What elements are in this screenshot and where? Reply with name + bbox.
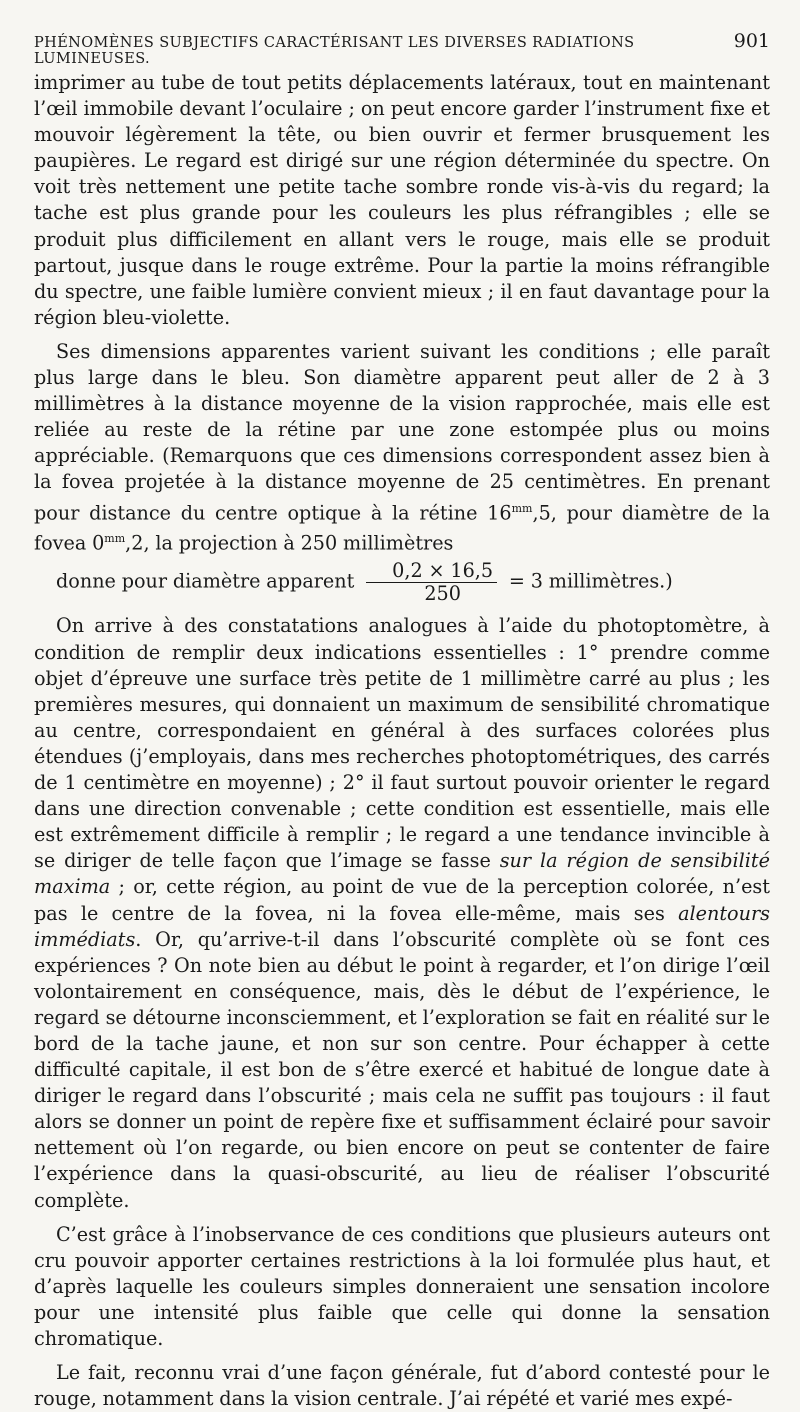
unit-mm-2: mm — [104, 531, 126, 545]
paragraph-3-text-a: On arrive à des constatations analogues à l’aide du photoptomètre, à condition de remplir deux indications essentielles : 1° prendre comme objet d’épreuve une surface très petite de 1 millimètre carré au plus ; les premières mesures, qui donnaient un maximum de sensibilité chromatique au centre, correspondaient en général à des surfaces colorées plus étendues (j’employais, dans mes recherches photoptométriques, des carrés de 1 centimètre en moyenne) ; 2° il faut surtout pouvoir orienter le regard dans une direction convenable ; cette condition est essentielle, mais elle est extrêmement difficile à remplir ; le regard a une tendance invincible à se diriger de telle façon que l’image se fasse — [34, 614, 770, 873]
paragraph-4: C’est grâce à l’inobservance de ces conditions que plusieurs auteurs ont cru pouvoir apporter certaines restrictions à la loi formulée plus haut, et d’après laquelle les couleurs simples donneraient une sensation incolore pour une intensité plus faible que celle qui donne la sensation chromatique. — [34, 1222, 770, 1350]
paragraph-1: imprimer au tube de tout petits déplacements latéraux, tout en maintenant l’œil immobile devant l’oculaire ; on peut encore garder l’instrument fixe et mouvoir légèrement la tête, ou bien ouvrir et fermer brusquement les paupières. Le regard est dirigé sur une région déterminée du spectre. On voit très nettement une petite tache sombre ronde vis-à-vis du regard; la tache est plus grande pour les couleurs les plus réfrangibles ; elle se produit plus difficilement en allant vers le rouge, mais elle se produit partout, jusque dans le rouge extrême. Pour la partie la moins réfrangible du spectre, une faible lumière convient mieux ; il en faut davantage pour la région bleu-violette. — [34, 71, 770, 329]
paragraph-2-text-b: ,5, pour diamètre de la fovea 0 — [34, 500, 771, 555]
header-title: PHÉNOMÈNES SUBJECTIFS CARACTÉRISANT LES DIVERSES RADIATIONS LUMINEUSES. — [34, 35, 635, 67]
paragraph-2-text-c: ,2, la projection à 250 millimètres — [125, 531, 454, 555]
formula-prefix: donne pour diamètre apparent — [56, 569, 355, 593]
formula-line — [34, 560, 770, 605]
unit-mm-1: mm — [511, 501, 533, 515]
paragraph-2-text-a: Ses dimensions apparentes varient suivant les conditions ; elle paraît plus large dans le bleu. Son diamètre apparent peut aller de 2 à 3 millimètres à la distance moyenne de la vision rapprochée, mais elle est reliée au reste de la rétine par une zone estompée plus ou moins appréciable. (Remarquons que ces dimensions correspondent assez bien à la fovea projetée à la distance moyenne de 25 centimètres. En prenant pour distance du centre optique à la rétine 16 — [34, 339, 770, 524]
paragraph-2 — [34, 339, 770, 606]
fraction — [366, 560, 497, 605]
italic-phrase-1: sur la région de sensibilité maxima — [34, 849, 770, 899]
paragraph-3-text-c: . Or, qu’arrive-t-il dans l’obscurité complète où se font ces expériences ? On note bien au début le point à regarder, et l’on dirige l’œil volontairement en conséquence, mais, dès le début de l’expérience, le regard se détourne inconsciemment, et l’exploration se fait en réalité sur le bord de la tache jaune, et non sur son centre. Pour échapper à cette difficulté capitale, il est bon de s’être exercé et habitué de longue date à diriger le regard dans l’obscurité ; mais cela ne suffit pas toujours : il faut alors se donner un point de repère fixe et suffisamment éclairé pour savoir nettement où l’on regarde, ou bien encore on peut se contenter de faire l’expérience dans la quasi-obscurité, au lieu de réaliser l’obscurité complète. — [34, 927, 770, 1212]
italic-phrase-2: alentours immédiats — [34, 901, 770, 951]
running-header — [34, 30, 770, 67]
page-number: 901 — [733, 30, 770, 52]
paragraph-3-text-b: ; or, cette région, au point de vue de la perception colorée, n’est pas le centre de la fovea, ni la fovea elle-même, mais ses — [34, 875, 770, 925]
formula-suffix: = 3 millimètres.) — [508, 569, 673, 593]
paragraph-3 — [34, 613, 770, 1213]
fraction-numerator: 0,2 × 16,5 — [366, 560, 497, 583]
fraction-denominator: 250 — [424, 582, 461, 606]
paragraph-5: Le fait, reconnu vrai d’une façon générale, fut d’abord contesté pour le rouge, notamment dans la vision centrale. J’ai répété et varié mes expé- — [34, 1361, 770, 1411]
